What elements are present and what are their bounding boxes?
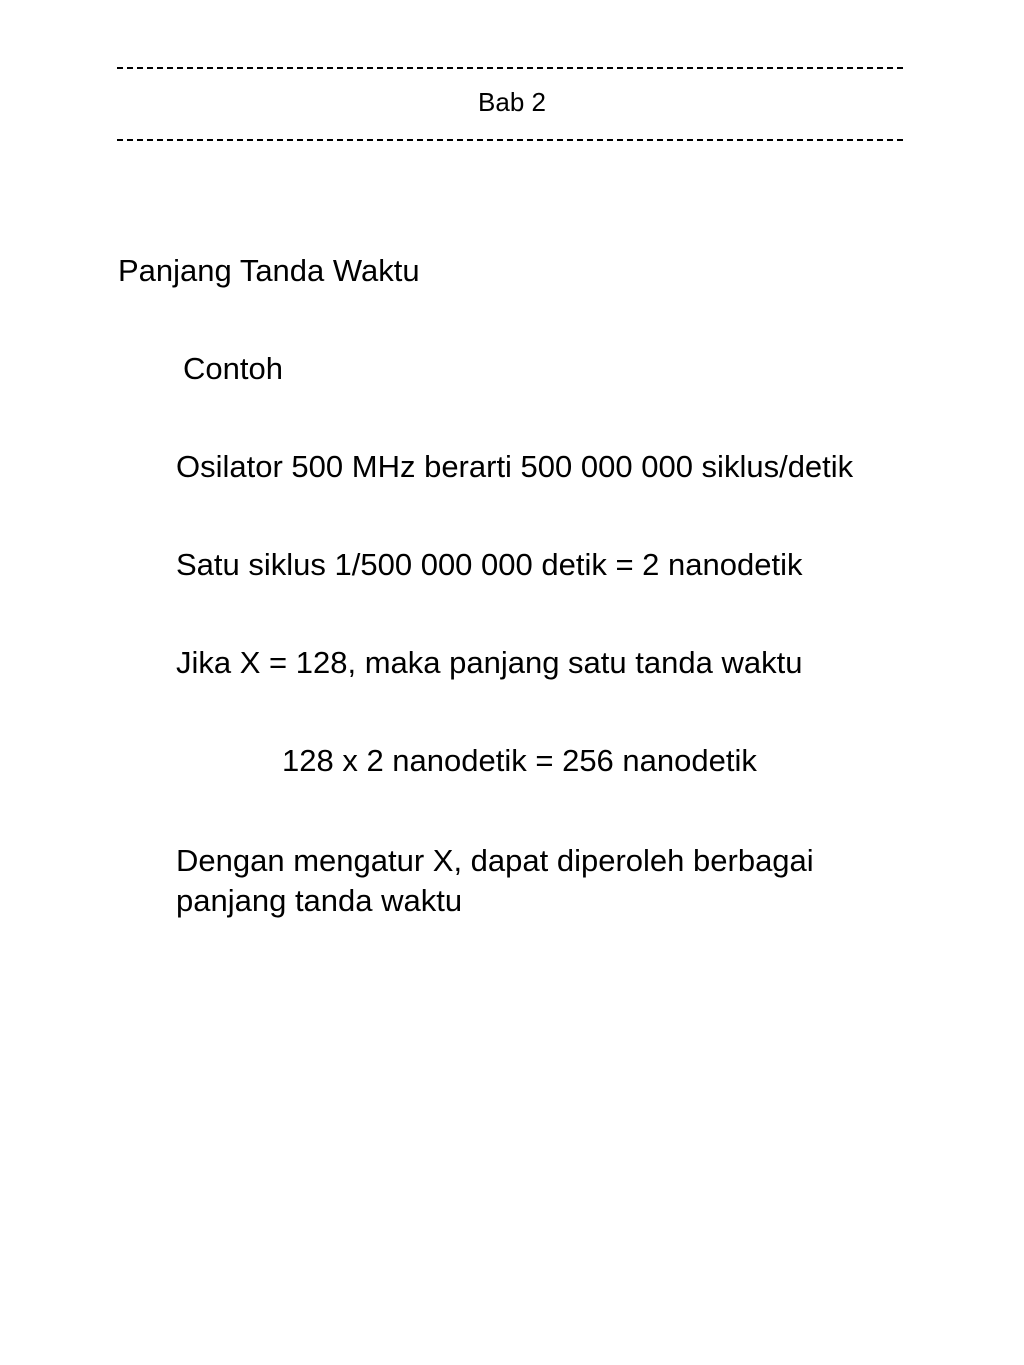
text-line: Satu siklus 1/500 000 000 detik = 2 nanodetik — [176, 547, 803, 582]
header-divider-top — [117, 67, 907, 69]
text-line: Dengan mengatur X, dapat diperoleh berbagai — [176, 843, 814, 878]
text-line: Osilator 500 MHz berarti 500 000 000 siklus/detik — [176, 449, 854, 484]
calculation-line: 128 x 2 nanodetik = 256 nanodetik — [282, 743, 757, 778]
example-label: Contoh — [183, 351, 283, 386]
chapter-title: Bab 2 — [478, 87, 546, 117]
text-line: panjang tanda waktu — [176, 883, 463, 918]
text-line: Jika X = 128, maka panjang satu tanda waktu — [176, 645, 803, 680]
section-heading: Panjang Tanda Waktu — [118, 253, 420, 288]
header-divider-bottom — [117, 139, 907, 141]
